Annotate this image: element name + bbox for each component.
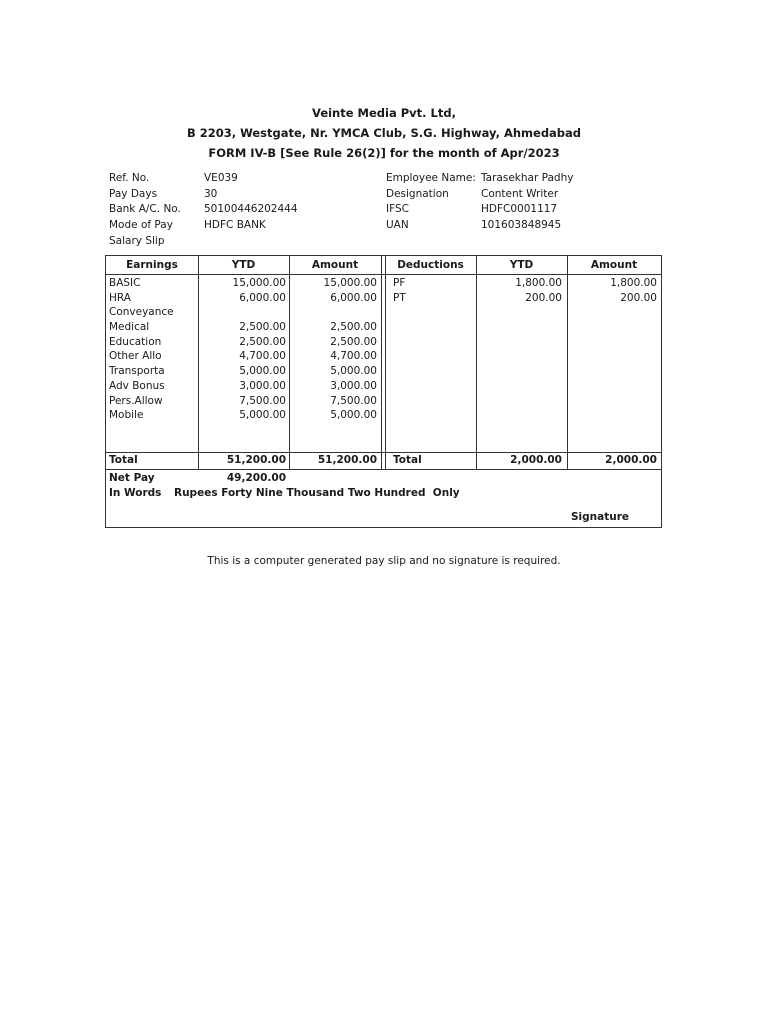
deductions-total-label: Total xyxy=(393,454,422,466)
company-address: B 2203, Westgate, Nr. YMCA Club, S.G. Highway, Ahmedabad xyxy=(186,126,582,140)
net-pay-value: 49,200.00 xyxy=(226,472,286,484)
earning-amount: 5,000.00 xyxy=(330,365,377,378)
earning-ytd: 6,000.00 xyxy=(239,291,286,304)
form-title: FORM IV-B [See Rule 26(2)] for the month of Apr/2023 xyxy=(208,146,560,160)
earnings-amount-header: Amount xyxy=(311,259,359,271)
earning-name: Other Allo xyxy=(109,350,162,363)
earning-name: Adv Bonus xyxy=(109,379,165,392)
in-words-value: Rupees Forty Nine Thousand Two Hundred Only xyxy=(174,487,460,499)
footer-note: This is a computer generated pay slip and no signature is required. xyxy=(207,555,561,567)
deduction-names xyxy=(393,276,473,305)
ifsc-label: IFSC xyxy=(386,203,409,216)
payslip-header xyxy=(0,103,768,163)
uan-label: UAN xyxy=(386,219,409,232)
earning-ytd: 2,500.00 xyxy=(239,321,286,334)
deduction-amount-values xyxy=(567,276,657,305)
header-divider xyxy=(106,274,661,275)
deductions-amount-header: Amount xyxy=(590,259,638,271)
deductions-total-amount: 2,000.00 xyxy=(605,454,657,466)
deductions-total-ytd: 2,000.00 xyxy=(510,454,562,466)
pay-days-label: Pay Days xyxy=(109,187,158,200)
earnings-ytd-values xyxy=(198,276,286,423)
employee-name-label: Employee Name: xyxy=(386,172,476,184)
designation-value: Content Writer xyxy=(481,187,559,200)
earning-name: Transporta xyxy=(109,365,165,378)
earning-ytd: 15,000.00 xyxy=(232,277,286,289)
deductions-header: Deductions xyxy=(397,259,464,271)
earning-ytd: 5,000.00 xyxy=(239,365,286,378)
earning-amount: 7,500.00 xyxy=(330,394,377,407)
earning-name: Education xyxy=(109,335,162,348)
earning-ytd: 7,500.00 xyxy=(239,394,286,407)
deduction-amount: 1,800.00 xyxy=(610,277,657,289)
earning-amount: 3,000.00 xyxy=(330,379,377,392)
earning-amount: 5,000.00 xyxy=(330,409,377,422)
ref-no-label: Ref. No. xyxy=(109,172,150,184)
designation-label: Designation xyxy=(386,187,449,200)
earning-amount: 6,000.00 xyxy=(330,291,377,304)
earning-ytd xyxy=(198,305,286,320)
earning-amount: 15,000.00 xyxy=(323,277,377,289)
ifsc-value: HDFC0001117 xyxy=(481,203,558,216)
column-divider xyxy=(381,256,382,469)
earning-amount: 2,500.00 xyxy=(330,335,377,348)
signature-label: Signature xyxy=(571,511,630,523)
earnings-total-label: Total xyxy=(109,454,138,466)
earning-name: BASIC xyxy=(109,277,141,289)
info-left-values xyxy=(204,171,298,234)
earning-name: Mobile xyxy=(109,409,144,422)
mode-of-pay-label: Mode of Pay xyxy=(109,219,173,232)
info-right-values xyxy=(481,171,573,234)
earning-ytd: 3,000.00 xyxy=(239,379,286,392)
earnings-header: Earnings xyxy=(126,259,178,271)
deduction-ytd-values xyxy=(476,276,562,305)
uan-value: 101603848945 xyxy=(481,219,562,232)
company-name: Veinte Media Pvt. Ltd, xyxy=(312,106,456,120)
earnings-names xyxy=(109,276,197,423)
ref-no-value: VE039 xyxy=(204,172,238,184)
deduction-name: PF xyxy=(393,277,406,289)
earning-ytd: 5,000.00 xyxy=(239,409,286,422)
deduction-name: PT xyxy=(393,291,406,304)
bank-account-value: 50100446202444 xyxy=(204,203,298,216)
info-right-labels xyxy=(386,171,476,234)
earning-name: Medical xyxy=(109,321,150,334)
earnings-ytd-header: YTD xyxy=(231,259,256,271)
earning-amount xyxy=(289,305,377,320)
bank-account-label: Bank A/C. No. xyxy=(109,203,181,216)
earning-ytd: 2,500.00 xyxy=(239,335,286,348)
earning-amount: 2,500.00 xyxy=(330,321,377,334)
employee-name-value: Tarasekhar Padhy xyxy=(481,172,574,184)
earnings-total-amount: 51,200.00 xyxy=(317,454,377,466)
deductions-ytd-header: YTD xyxy=(509,259,534,271)
earnings-amount-values xyxy=(289,276,377,423)
salary-table xyxy=(105,255,662,528)
earning-name: Conveyance xyxy=(109,306,174,319)
deduction-ytd: 1,800.00 xyxy=(515,277,562,289)
salary-slip-label: Salary Slip xyxy=(109,234,165,247)
earning-name: Pers.Allow xyxy=(109,394,163,407)
earning-amount: 4,700.00 xyxy=(330,350,377,363)
net-pay-label: Net Pay xyxy=(109,472,155,484)
earnings-total-ytd: 51,200.00 xyxy=(226,454,286,466)
earning-name: HRA xyxy=(109,291,131,304)
total-divider-bottom xyxy=(106,469,661,470)
earning-ytd: 4,700.00 xyxy=(239,350,286,363)
deduction-amount: 200.00 xyxy=(620,291,657,304)
deduction-ytd: 200.00 xyxy=(525,291,562,304)
column-divider xyxy=(385,256,386,469)
in-words-label: In Words xyxy=(109,487,162,499)
info-left-labels xyxy=(109,171,181,250)
pay-days-value: 30 xyxy=(204,187,218,200)
mode-of-pay-value: HDFC BANK xyxy=(204,219,266,232)
